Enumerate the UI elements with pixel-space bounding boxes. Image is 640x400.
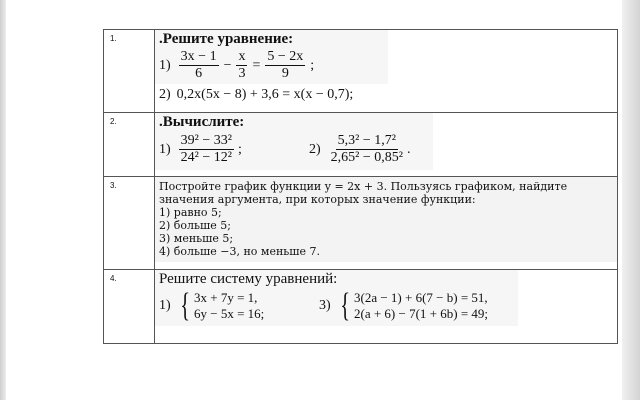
task-option: 2) больше 5; — [159, 219, 231, 232]
task-content — [155, 113, 618, 177]
task-row-3 — [104, 177, 618, 270]
system-2: 3) { 3(2a − 1) + 6(7 − b) = 51, 2(a + 6) − 7(1 + 6b) = 49; — [319, 287, 489, 324]
scan-right-edge — [622, 0, 640, 400]
task-heading: .Вычислите: — [159, 114, 245, 130]
tasks-table — [103, 29, 618, 344]
task-row-1 — [104, 30, 618, 113]
task-text: значения аргумента, при которых значение функции: — [159, 193, 476, 206]
task-number: 3. — [104, 177, 155, 270]
fraction-item-2: 2) $\frac{\text{5,3² − 1,7²}}{\text{2,65² − 0,85²}}$ . — [309, 133, 411, 165]
task-number: 2. — [104, 113, 155, 177]
scan-left-edge — [0, 0, 6, 400]
brace-icon: { — [179, 287, 190, 324]
task-row-4 — [104, 270, 618, 344]
equation-1: 1) $\frac{3x - 1}{6}$ − $\frac{x}{3}$ = $\frac{5 - 2x}{9}$ ; — [159, 49, 315, 81]
fraction-item-1: 1) $\frac{\text{39² − 33²}}{\text{24² − 12²}}$ ; — [159, 133, 242, 165]
equation-2: 2) 0,2x(5x − 8) + 3,6 = x(x − 0,7); — [159, 87, 354, 102]
task-row-2 — [104, 113, 618, 177]
task-option: 1) равно 5; — [159, 206, 222, 219]
system-1: 1) { 3x + 7y = 1, 6y − 5x = 16; — [159, 287, 265, 324]
task-text: Постройте график функции y = 2x + 3. Пользуясь графиком, найдите — [159, 180, 568, 193]
task-content — [155, 177, 618, 270]
task-content — [155, 30, 618, 113]
task-number: 4. — [104, 270, 155, 344]
task-option: 4) больше −3, но меньше 7. — [159, 245, 321, 258]
task-content — [155, 270, 618, 344]
task-option: 3) меньше 5; — [159, 232, 234, 245]
brace-icon: { — [339, 287, 350, 324]
task-heading: Решите систему уравнений: — [159, 271, 338, 287]
task-heading: .Решите уравнение: — [159, 31, 294, 47]
task-number: 1. — [104, 30, 155, 113]
